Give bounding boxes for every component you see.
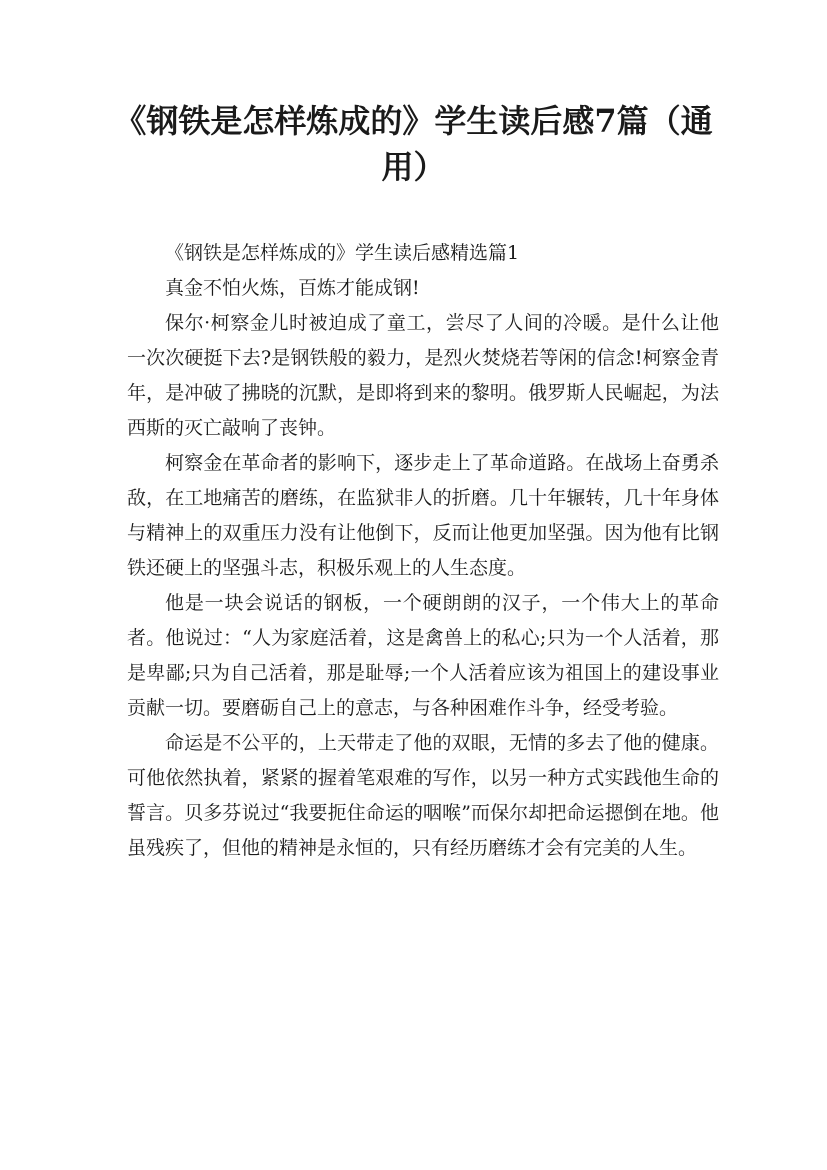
- paragraph: 命运是不公平的，上天带走了他的双眼，无情的多去了他的健康。可他依然执着，紧紧的握着笔艰难的写作，以另一种方式实践他生命的誓言。贝多芬说过“我要扼住命运的咽喉”而保尔却把命运摁倒在地。他虽残疾了，但他的精神是永恒的，只有经历磨练才会有完美的人生。: [127, 732, 719, 859]
- paragraph: 真金不怕火炼，百炼才能成钢!: [165, 277, 420, 299]
- paragraph: 他是一块会说话的钢板，一个硬朗朗的汉子，一个伟大上的革命者。他说过：“人为家庭活着，这是禽兽上的私心;只为一个人活着，那是卑鄙;只为自己活着，那是耻辱;一个人活着应该为祖国上的建设事业贡献一切。要磨砺自己上的意志，与各种困难作斗争，经受考验。: [127, 592, 719, 719]
- document-body: [127, 236, 719, 866]
- paragraph: 柯察金在革命者的影响下，逐步走上了革命道路。在战场上奋勇杀敌，在工地痛苦的磨练，在监狱非人的折磨。几十年辗转，几十年身体与精神上的双重压力没有让他倒下，反而让他更加坚强。因为他有比钢铁还硬上的坚强斗志，积极乐观上的人生态度。: [127, 452, 719, 579]
- document-title: 《钢铁是怎样炼成的》学生读后感7篇（通用）: [114, 102, 713, 186]
- section-heading: 《钢铁是怎样炼成的》学生读后感精选篇1: [165, 242, 520, 264]
- paragraph: 保尔·柯察金儿时被迫成了童工，尝尽了人间的冷暖。是什么让他一次次硬挺下去?是钢铁般的毅力，是烈火焚烧若等闲的信念!柯察金青年，是冲破了拂晓的沉默，是即将到来的黎明。俄罗斯人民崛起，为法西斯的灭亡敲响了丧钟。: [127, 312, 719, 439]
